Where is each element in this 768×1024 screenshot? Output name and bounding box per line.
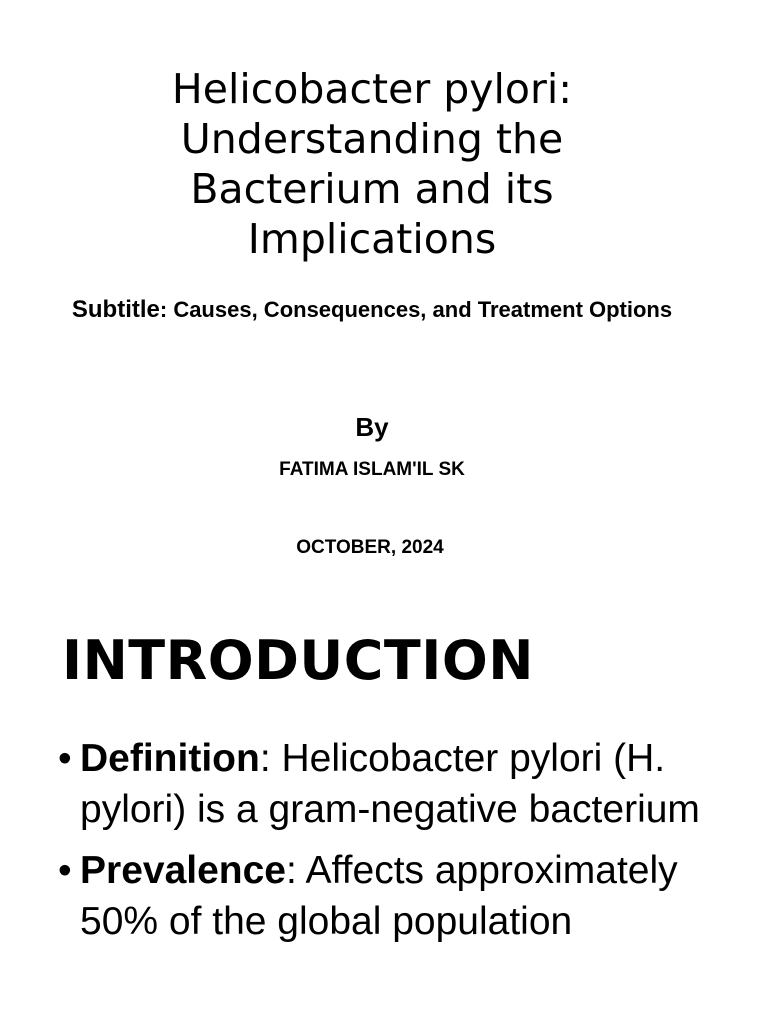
bullet-text: : Helicobacter pylori (H. pylori) is a gram-negative bacterium bbox=[80, 737, 700, 831]
introduction-bullet-list bbox=[58, 733, 748, 957]
bullet-item-prevalence bbox=[58, 845, 748, 947]
bullet-item-definition bbox=[58, 733, 748, 835]
bullet-icon: • bbox=[58, 737, 72, 780]
by-label: By bbox=[355, 412, 389, 442]
bullet-text: : Affects approximately 50% of the global population bbox=[80, 849, 678, 943]
subtitle-lead: Subtitle bbox=[71, 296, 160, 323]
slide-title: Helicobacter pylori: Understanding the Bacterium and its Implications bbox=[171, 65, 573, 263]
presentation-date: OCTOBER, 2024 bbox=[296, 537, 444, 558]
introduction-heading: INTRODUCTION bbox=[62, 629, 534, 692]
author-name: FATIMA ISLAM'IL SK bbox=[279, 459, 465, 480]
bullet-term: Definition bbox=[80, 737, 260, 780]
slide-subtitle bbox=[50, 293, 694, 326]
subtitle-text: : Causes, Consequences, and Treatment Options bbox=[159, 297, 673, 322]
bullet-term: Prevalence bbox=[80, 849, 286, 892]
bullet-icon: • bbox=[58, 849, 72, 892]
